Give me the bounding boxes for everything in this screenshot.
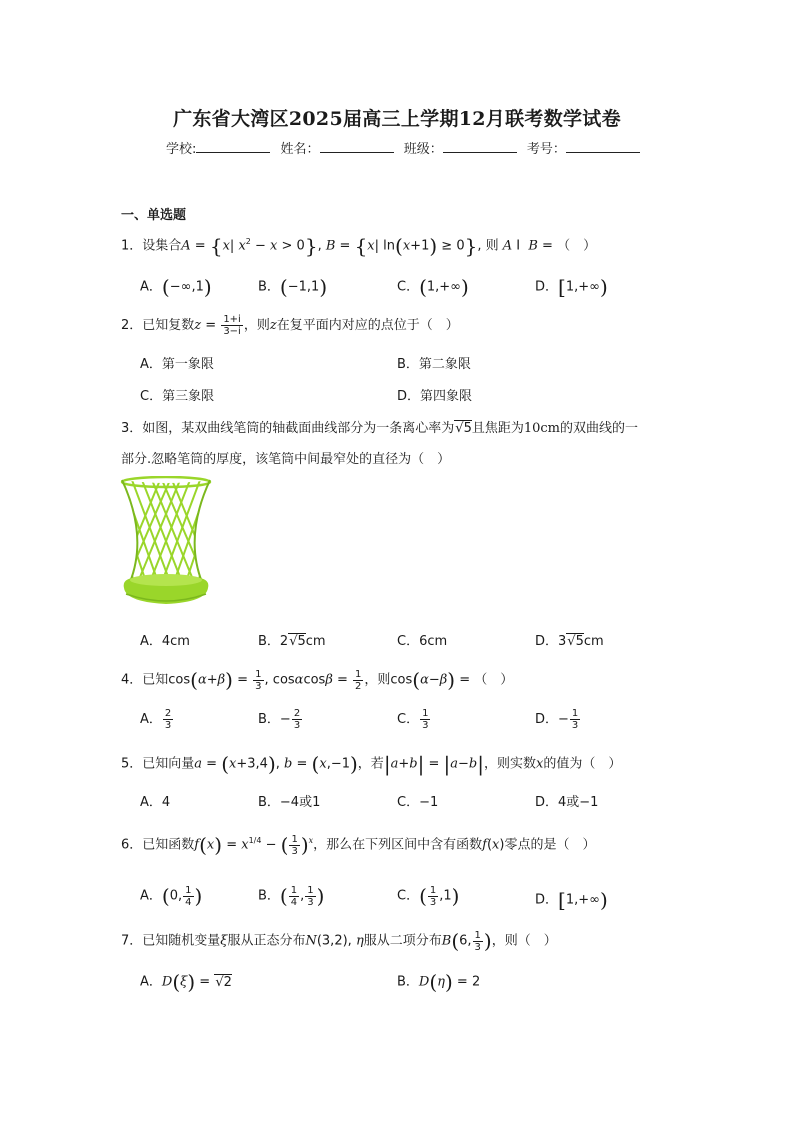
section-heading: 一、单选题 [121,208,187,223]
q3-option-a[interactable]: A．4cm [140,634,190,649]
q5-option-d[interactable]: D．4或−1 [535,795,599,810]
question-5: 5．已知向量a = (x+3,4), b = (x,−1)，若|a+b| = |a−b|，则实数x的值为（ ） [121,752,622,776]
question-6: 6．已知函数$f(x) = x^{1/4}$ − ( $\frac{1}{3}$ )$^x$，那么在下列区间中含有函数f(x)零点的是（ ） [121,833,596,857]
q3-option-b[interactable]: B．2√5cm [258,634,326,649]
q4-option-a[interactable]: A． $\frac{2}{3}$ [140,708,172,731]
q5-option-b[interactable]: B．−4或1 [258,795,321,810]
class-blank[interactable] [443,140,517,153]
student-info-line [166,138,646,157]
page-title: 广东省大湾区2025届高三上学期12月联考数学试卷 [173,108,621,130]
question-7: 7．已知随机变量ξ服从正态分布N(3,2), η服从二项分布B(6, $\frac{1}{3}$ )，则（ ） [121,929,557,953]
q1-option-c[interactable]: C．(1,+∞) [397,275,469,299]
q2-option-a[interactable]: A．第一象限 [140,357,214,372]
q3-option-d[interactable]: D．3√5cm [535,634,604,649]
class-label: 班级： [403,142,443,157]
q1-option-b[interactable]: B．(−1,1) [258,275,328,299]
q3-option-c[interactable]: C．6cm [397,634,448,649]
q4-option-c[interactable]: C． $\frac{1}{3}$ [397,708,429,731]
question-4: 4．已知cos(α+β) = $\frac{1}{3}$ , cosαcosβ = $\frac{1}{2}$ ，则cos(α−β) = （ ） [121,668,514,692]
q7-option-b[interactable]: B．D(η) = 2 [397,970,481,994]
q4-option-d[interactable]: D．− $\frac{1}{3}$ [535,708,579,731]
number-blank[interactable] [566,140,640,153]
q4-option-b[interactable]: B．− $\frac{2}{3}$ [258,708,301,731]
hyperbolic-pen-holder-image [118,476,214,610]
school-label: 学校: [166,142,197,157]
q5-option-c[interactable]: C．−1 [397,795,439,810]
q6-option-d[interactable]: D．[1,+∞) [535,888,608,912]
name-blank[interactable] [320,140,394,153]
q2-option-c[interactable]: C．第三象限 [140,389,215,404]
q1-option-a[interactable]: A．(−∞,1) [140,275,212,299]
school-blank[interactable] [196,140,270,153]
q6-option-a[interactable]: A．(0, $\frac{1}{4}$ ) [140,884,203,908]
question-3-line-1: 3．如图，某双曲线笔筒的轴截面曲线部分为一条离心率为√5且焦距为10cm的双曲线的一 [121,421,639,436]
name-label: 姓名： [280,142,320,157]
number-label: 考号： [526,142,566,157]
question-2: 2．已知复数z = $\frac{1+i}{3-i}$ ，则z在复平面内对应的点位于（ ） [121,314,459,337]
q6-option-b[interactable]: B．( $\frac{1}{4}$ , $\frac{1}{3}$ ) [258,884,325,908]
q2-option-b[interactable]: B．第二象限 [397,357,471,372]
question-1: 1．设集合A = {x| $x^2 - x > 0$}, B = {x| ln(x+1) ≥ 0}, 则 A I B = （ ） [121,234,597,258]
q1-option-d[interactable]: D．[1,+∞) [535,275,608,299]
q7-option-a[interactable]: A．D(ξ) = √2 [140,970,232,994]
q6-option-c[interactable]: C．( $\frac{1}{3}$ ,1) [397,884,460,908]
q2-option-d[interactable]: D．第四象限 [397,389,473,404]
q5-option-a[interactable]: A．4 [140,795,171,810]
question-3-line-2: 部分.忽略笔筒的厚度，该笔筒中间最窄处的直径为（ ） [121,452,451,467]
